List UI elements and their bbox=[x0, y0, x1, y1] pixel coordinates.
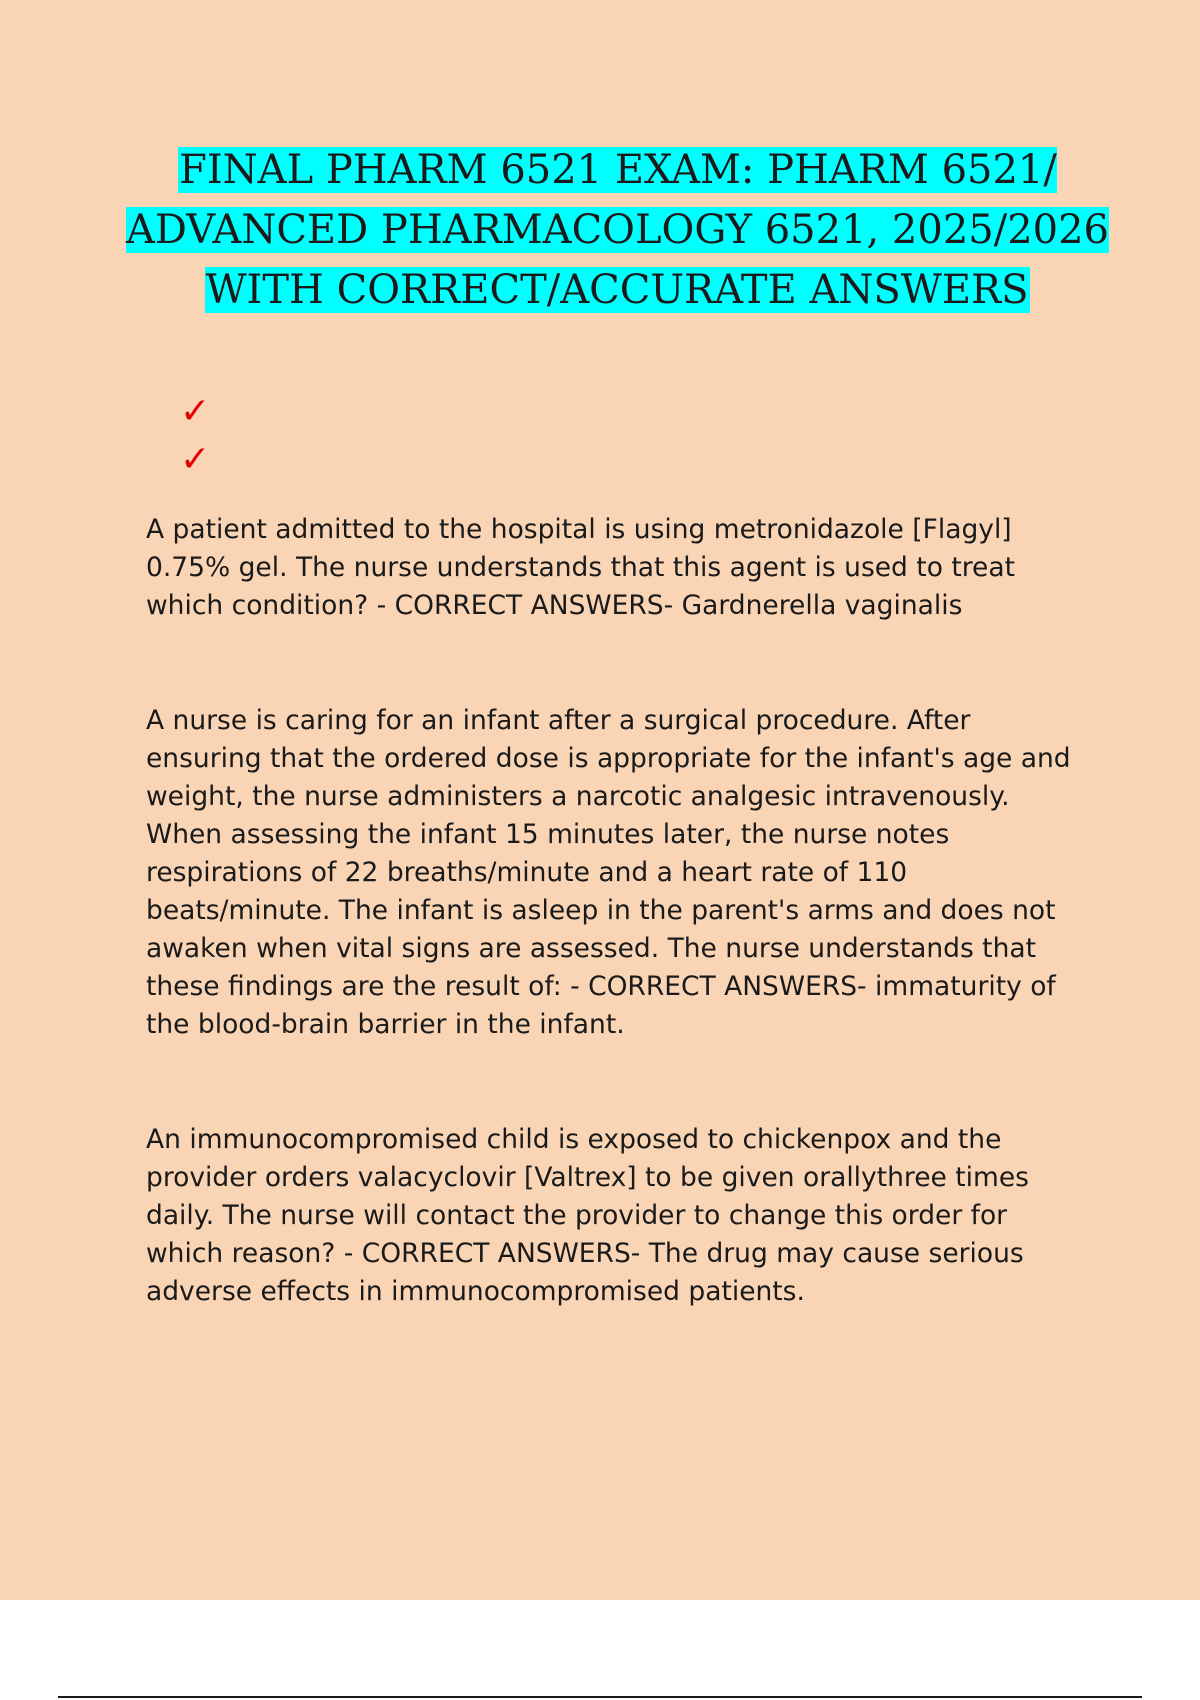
document-title bbox=[100, 140, 1135, 320]
check-mark-icon: ✓ bbox=[180, 391, 211, 432]
check-mark-icon: ✓ bbox=[180, 439, 211, 480]
question-answer-1: A patient admitted to the hospital is using metronidazole [Flagyl] 0.75% gel. The nurse understands that this agent is used to treat which condition? - CORRECT ANSWERS- Gardnerella vaginalis bbox=[146, 514, 1015, 621]
title-highlight: FINAL PHARM 6521 EXAM: PHARM 6521/ ADVANCED PHARMACOLOGY 6521, 2025/2026 WITH CORRECT/ACCURATE ANSWERS bbox=[126, 147, 1109, 313]
question-answer-3: An immunocompromised child is exposed to chickenpox and the provider orders valacyclovir [Valtrex] to be given orallythree times daily. The nurse will contact the provider to change this order for which reason? - CORRECT ANSWERS- The drug may cause serious adverse effects in immunocompromised patients. bbox=[146, 1124, 1029, 1307]
check-mark-list bbox=[180, 388, 210, 484]
footer-divider bbox=[58, 1696, 1142, 1698]
question-answer-2: A nurse is caring for an infant after a surgical procedure. After ensuring that the ordered dose is appropriate for the infant's age and weight, the nurse administers a narcotic analgesic intravenously. When assessing the infant 15 minutes later, the nurse notes respirations of 22 breaths/minute and a heart rate of 110 beats/minute. The infant is asleep in the parent's arms and does not awaken when vital signs are assessed. The nurse understands that these findings are the result of: - CORRECT ANSWERS- immaturity of the blood-brain barrier in the infant. bbox=[146, 705, 1071, 1040]
